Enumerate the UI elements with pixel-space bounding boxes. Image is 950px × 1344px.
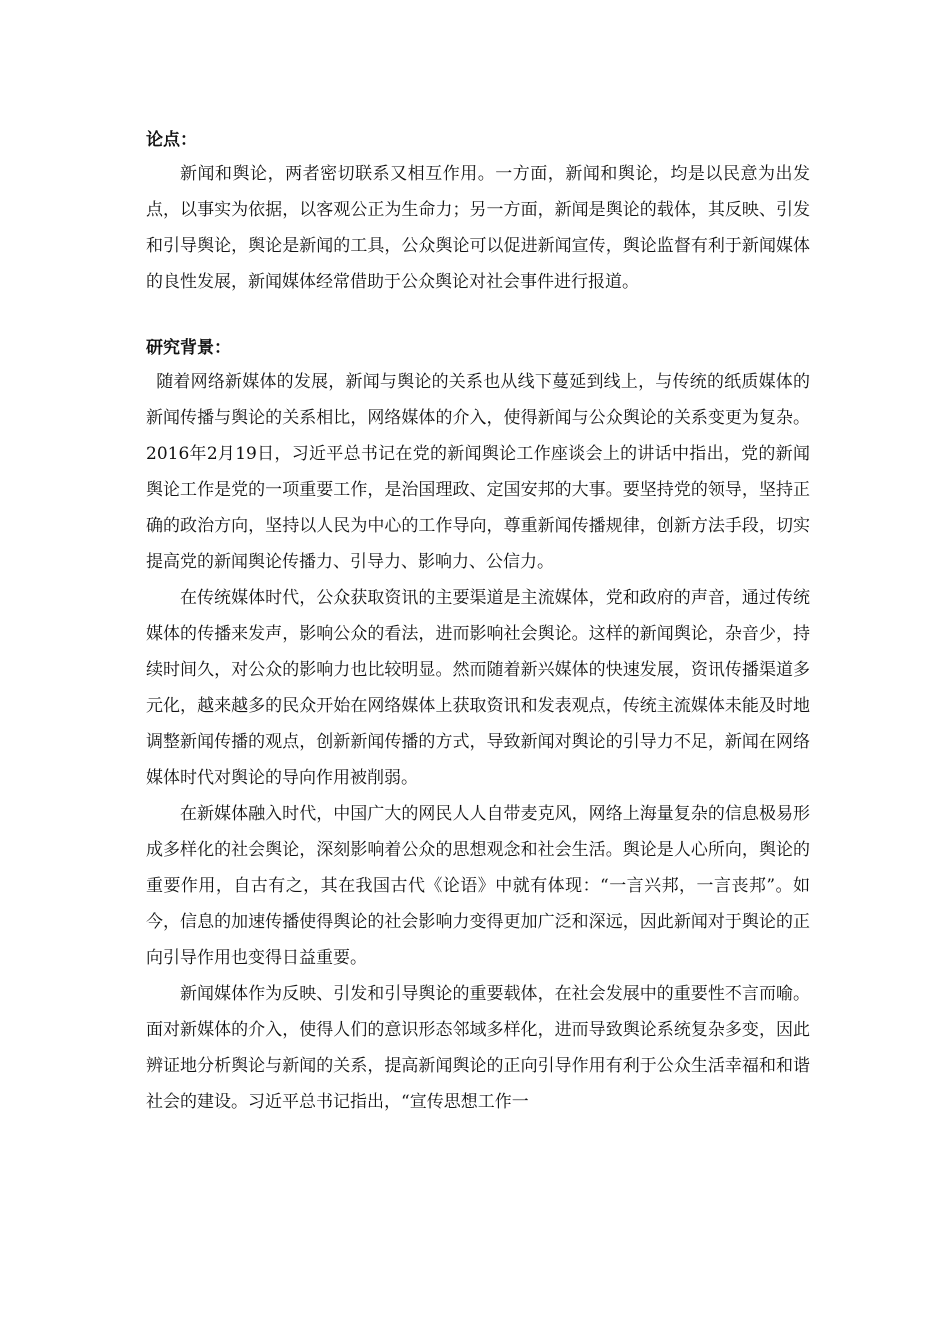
background-paragraph-1: 随着网络新媒体的发展，新闻与舆论的关系也从线下蔓延到线上，与传统的纸质媒体的新闻传播与舆论的关系相比，网络媒体的介入，使得新闻与公众舆论的关系变更为复杂。2016年2月19日，习近平总书记在党的新闻舆论工作座谈会上的讲话中指出，党的新闻舆论工作是党的一项重要工作，是治国理政、定国安邦的大事。要坚持党的领导，坚持正确的政治方向，坚持以人民为中心的工作导向，尊重新闻传播规律，创新方法手段，切实提高党的新闻舆论传播力、引导力、影响力、公信力。 (146, 372, 810, 572)
section-heading-background: 研究背景： (146, 338, 231, 358)
background-paragraph-3: 在新媒体融入时代，中国广大的网民人人自带麦克风，网络上海量复杂的信息极易形成多样化的社会舆论，深刻影响着公众的思想观念和社会生活。舆论是人心所向，舆论的重要作用，自古有之，其在我国古代《论语》中就有体现：“一言兴邦，一言丧邦”。如今，信息的加速传播使得舆论的社会影响力变得更加广泛和深远，因此新闻对于舆论的正向引导作用也变得日益重要。 (146, 804, 810, 968)
background-paragraph-4: 新闻媒体作为反映、引发和引导舆论的重要载体，在社会发展中的重要性不言而喻。面对新媒体的介入，使得人们的意识形态邻域多样化，进而导致舆论系统复杂多变，因此辨证地分析舆论与新闻的关系，提高新闻舆论的正向引导作用有利于公众生活幸福和和谐社会的建设。习近平总书记指出，“宣传思想工作一 (146, 984, 810, 1112)
section-spacer (146, 300, 810, 332)
thesis-paragraph: 新闻和舆论，两者密切联系又相互作用。一方面，新闻和舆论，均是以民意为出发点，以事实为依据，以客观公正为生命力；另一方面，新闻是舆论的载体，其反映、引发和引导舆论，舆论是新闻的工具，公众舆论可以促进新闻宣传，舆论监督有利于新闻媒体的良性发展，新闻媒体经常借助于公众舆论对社会事件进行报道。 (146, 164, 810, 292)
section-heading-thesis: 论点： (146, 130, 197, 150)
background-paragraph-2: 在传统媒体时代，公众获取资讯的主要渠道是主流媒体，党和政府的声音，通过传统媒体的传播来发声，影响公众的看法，进而影响社会舆论。这样的新闻舆论，杂音少，持续时间久，对公众的影响力也比较明显。然而随着新兴媒体的快速发展，资讯传播渠道多元化，越来越多的民众开始在网络媒体上获取资讯和发表观点，传统主流媒体未能及时地调整新闻传播的观点，创新新闻传播的方式，导致新闻对舆论的引导力不足，新闻在网络媒体时代对舆论的导向作用被削弱。 (146, 588, 810, 788)
document-body (146, 124, 810, 1120)
